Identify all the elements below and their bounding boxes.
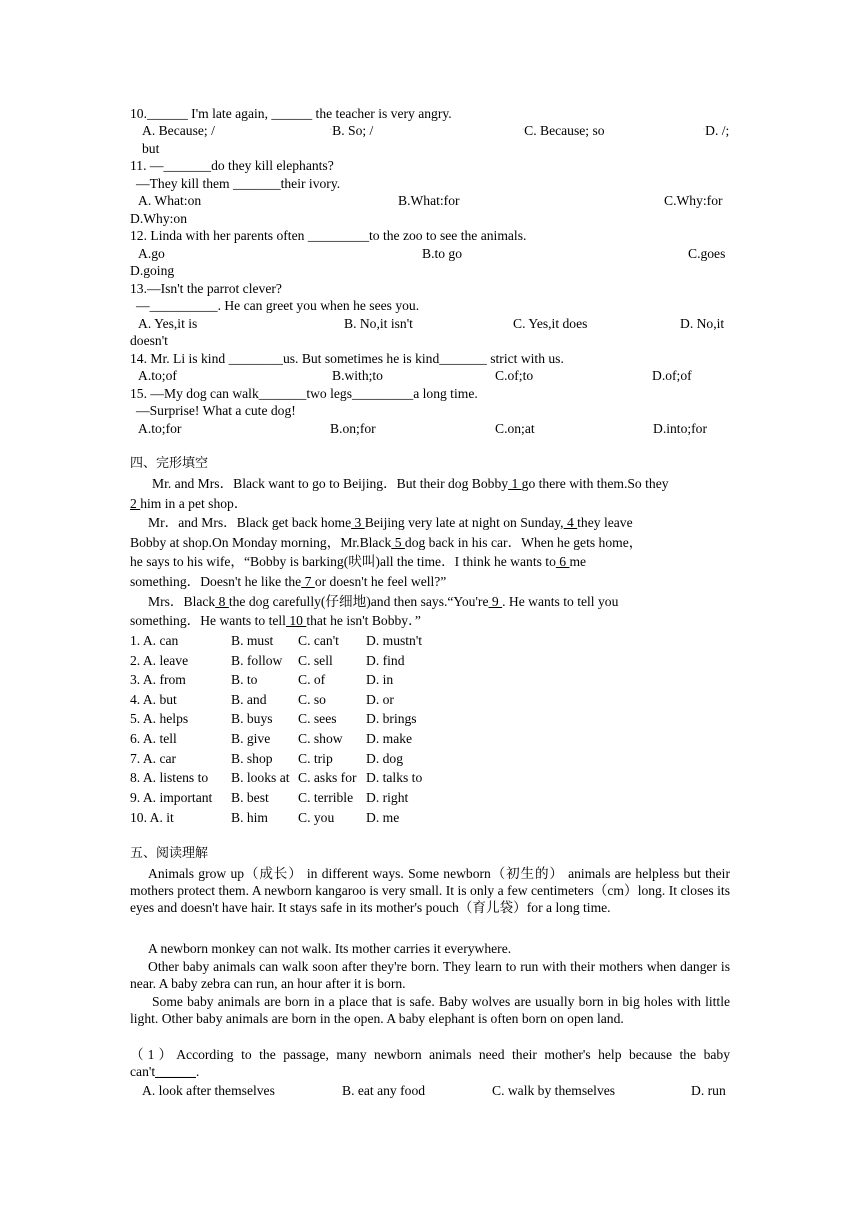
q11-stem: 11. —_______do they kill elephants? (130, 158, 334, 173)
cloze-option-2b: B. follow (231, 653, 283, 668)
q11-option-d: D.Why:on (130, 211, 188, 226)
q14-option-a: A.to;of (138, 368, 177, 383)
cloze-option-2c: C. sell (298, 653, 333, 668)
reading-paragraph-3: Other baby animals can walk soon after they're born. They learn to run with their mothers when danger is near. A baby zebra can run, an hour after it is born. (130, 959, 730, 991)
cloze-option-8a: 8. A. listens to (130, 770, 209, 785)
q12-option-c: C.goes (688, 246, 726, 261)
q13-line2: —__________. He can greet you when he sees you. (136, 298, 420, 313)
cloze-option-6c: C. show (298, 731, 343, 746)
cloze-option-4d: D. or (366, 692, 394, 707)
cloze-option-5c: C. sees (298, 711, 337, 726)
q13-option-d: D. No,it (680, 316, 725, 331)
q13-option-c: C. Yes,it does (513, 316, 588, 331)
q12-stem: 12. Linda with her parents often _________to the zoo to see the animals. (130, 228, 527, 243)
cloze-option-1b: B. must (231, 633, 274, 648)
q11-line2: —They kill them _______their ivory. (136, 176, 341, 191)
q15-option-a: A.to;for (138, 421, 182, 436)
cloze-p2-line2: Bobby at shop.On Monday morning，Mr.Black 5 dog back in his car．When he gets home， (130, 535, 643, 550)
q10-option-c: ◦C. Because; so (522, 123, 605, 138)
cloze-option-8b: B. looks at (231, 770, 290, 785)
cloze-option-10d: D. me (366, 810, 400, 825)
q15-line2: —Surprise! What a cute dog! (136, 403, 296, 418)
cloze-option-3d: D. in (366, 672, 394, 687)
cloze-option-4c: C. so (298, 692, 326, 707)
cloze-option-8d: D. talks to (366, 770, 423, 785)
reading-paragraph-1: Animals grow up（成长） in different ways. Some newborn（初生的） animals are helpless but their mothers protect them. A newborn kangaroo is very small. It is only a few centimeters（cm）long. It closes its eyes and doesn't have hair. It stays safe in its mother's pouch（育儿袋）for a long time. (130, 866, 730, 915)
cloze-option-9c: C. terrible (298, 790, 354, 805)
reading-q1-option-b: B. eat any food (342, 1083, 426, 1098)
cloze-option-10b: B. him (231, 810, 269, 825)
cloze-option-3c: C. of (298, 672, 326, 687)
cloze-option-7b: B. shop (231, 751, 273, 766)
cloze-option-1d: D. mustn't (366, 633, 423, 648)
q11-option-b: B.What:for (398, 193, 460, 208)
reading-q1-option-d: D. run (691, 1083, 726, 1098)
q11-option-c: C.Why:for (664, 193, 723, 208)
cloze-p3-line2: something．He wants to tell 10 that he isn't Bobby．” (130, 613, 421, 628)
cloze-option-8c: C. asks for (298, 770, 357, 785)
cloze-p1-line1: Mr. and Mrs．Black want to go to Beijing．But their dog Bobby 1 go there with them.So they (152, 476, 669, 491)
reading-paragraph-2: A newborn monkey can not walk. Its mother carries it everywhere. (148, 941, 512, 956)
q13-option-b: B. No,it isn't (344, 316, 413, 331)
cloze-option-10a: 10. A. it (130, 810, 174, 825)
q10-stem: 10.______ I'm late again, ______ the teacher is very angry. (130, 106, 452, 121)
cloze-option-4a: 4. A. but (130, 692, 177, 707)
cloze-option-10c: C. you (298, 810, 335, 825)
q15-option-c: C.on;at (495, 421, 535, 436)
q10-option-b: ◦B. So; / (330, 123, 374, 138)
q12-option-a: A.go (138, 246, 165, 261)
cloze-option-7d: D. dog (366, 751, 404, 766)
cloze-option-6a: 6. A. tell (130, 731, 177, 746)
q15-option-b: B.on;for (330, 421, 376, 436)
cloze-option-5a: 5. A. helps (130, 711, 189, 726)
cloze-option-2a: 2. A. leave (130, 653, 189, 668)
q10-option-a: A. Because; / (142, 123, 215, 138)
q11-option-a: A. What:on (138, 193, 202, 208)
q13-option-d-cont: doesn't (130, 333, 168, 348)
cloze-p2-line4: something．Doesn't he like the 7 or doesn't he feel well?” (130, 574, 447, 589)
cloze-option-9d: D. right (366, 790, 409, 805)
q13-stem: 13.—Isn't the parrot clever? (130, 281, 282, 296)
reading-heading: 五、阅读理解 (130, 846, 209, 861)
cloze-option-3b: B. to (231, 672, 258, 687)
cloze-option-2d: D. find (366, 653, 405, 668)
cloze-option-1a: 1. A. can (130, 633, 179, 648)
cloze-option-4b: B. and (231, 692, 267, 707)
q12-option-b: B.to go (422, 246, 463, 261)
cloze-option-7c: C. trip (298, 751, 333, 766)
cloze-option-5b: B. buys (231, 711, 273, 726)
cloze-p2-line1: Mr．and Mrs．Black get back home 3 Beijing very late at night on Sunday, 4 they leave (148, 515, 633, 530)
q10-option-d: ◦D. /; (703, 123, 730, 138)
reading-q1-option-c: C. walk by themselves (492, 1083, 616, 1098)
q13-option-a: A. Yes,it is (138, 316, 198, 331)
cloze-option-1c: C. can't (298, 633, 339, 648)
q10-option-d-cont: but (142, 141, 160, 156)
q14-stem: 14. Mr. Li is kind ________us. But sometimes he is kind_______ strict with us. (130, 351, 564, 366)
cloze-option-3a: 3. A. from (130, 672, 186, 687)
cloze-option-6d: D. make (366, 731, 413, 746)
cloze-option-7a: 7. A. car (130, 751, 177, 766)
reading-question-1: （1）According to the passage, many newborn animals need their mother's help because the baby can't______. (130, 1047, 730, 1079)
cloze-p2-line3: he says to his wife，“Bobby is barking(吠叫)all the time．I think he wants to 6 me (130, 554, 587, 569)
reading-paragraph-4: Some baby animals are born in a place that is safe. Baby wolves are usually born in big holes with little light. Other baby animals are born in the open. A baby elephant is often born on open land. (130, 994, 730, 1026)
cloze-p3-line1: Mrs．Black 8 the dog carefully(仔细地)and then says.“You're 9 . He wants to tell you (148, 594, 619, 609)
cloze-p1-line2: 2 him in a pet shop． (130, 496, 248, 511)
cloze-option-5d: D. brings (366, 711, 417, 726)
q14-option-d: D.of;of (652, 368, 692, 383)
cloze-option-9a: 9. A. important (130, 790, 213, 805)
cloze-heading: 四、完形填空 (130, 456, 209, 471)
q14-option-b: B.with;to (332, 368, 383, 383)
q12-option-d: D.going (130, 263, 175, 278)
reading-q1-option-a: A. look after themselves (142, 1083, 275, 1098)
cloze-option-9b: B. best (231, 790, 269, 805)
q15-stem: 15. —My dog can walk_______two legs_________a long time. (130, 386, 478, 401)
cloze-option-6b: B. give (231, 731, 271, 746)
q14-option-c: C.of;to (495, 368, 534, 383)
q15-option-d: D.into;for (653, 421, 707, 436)
